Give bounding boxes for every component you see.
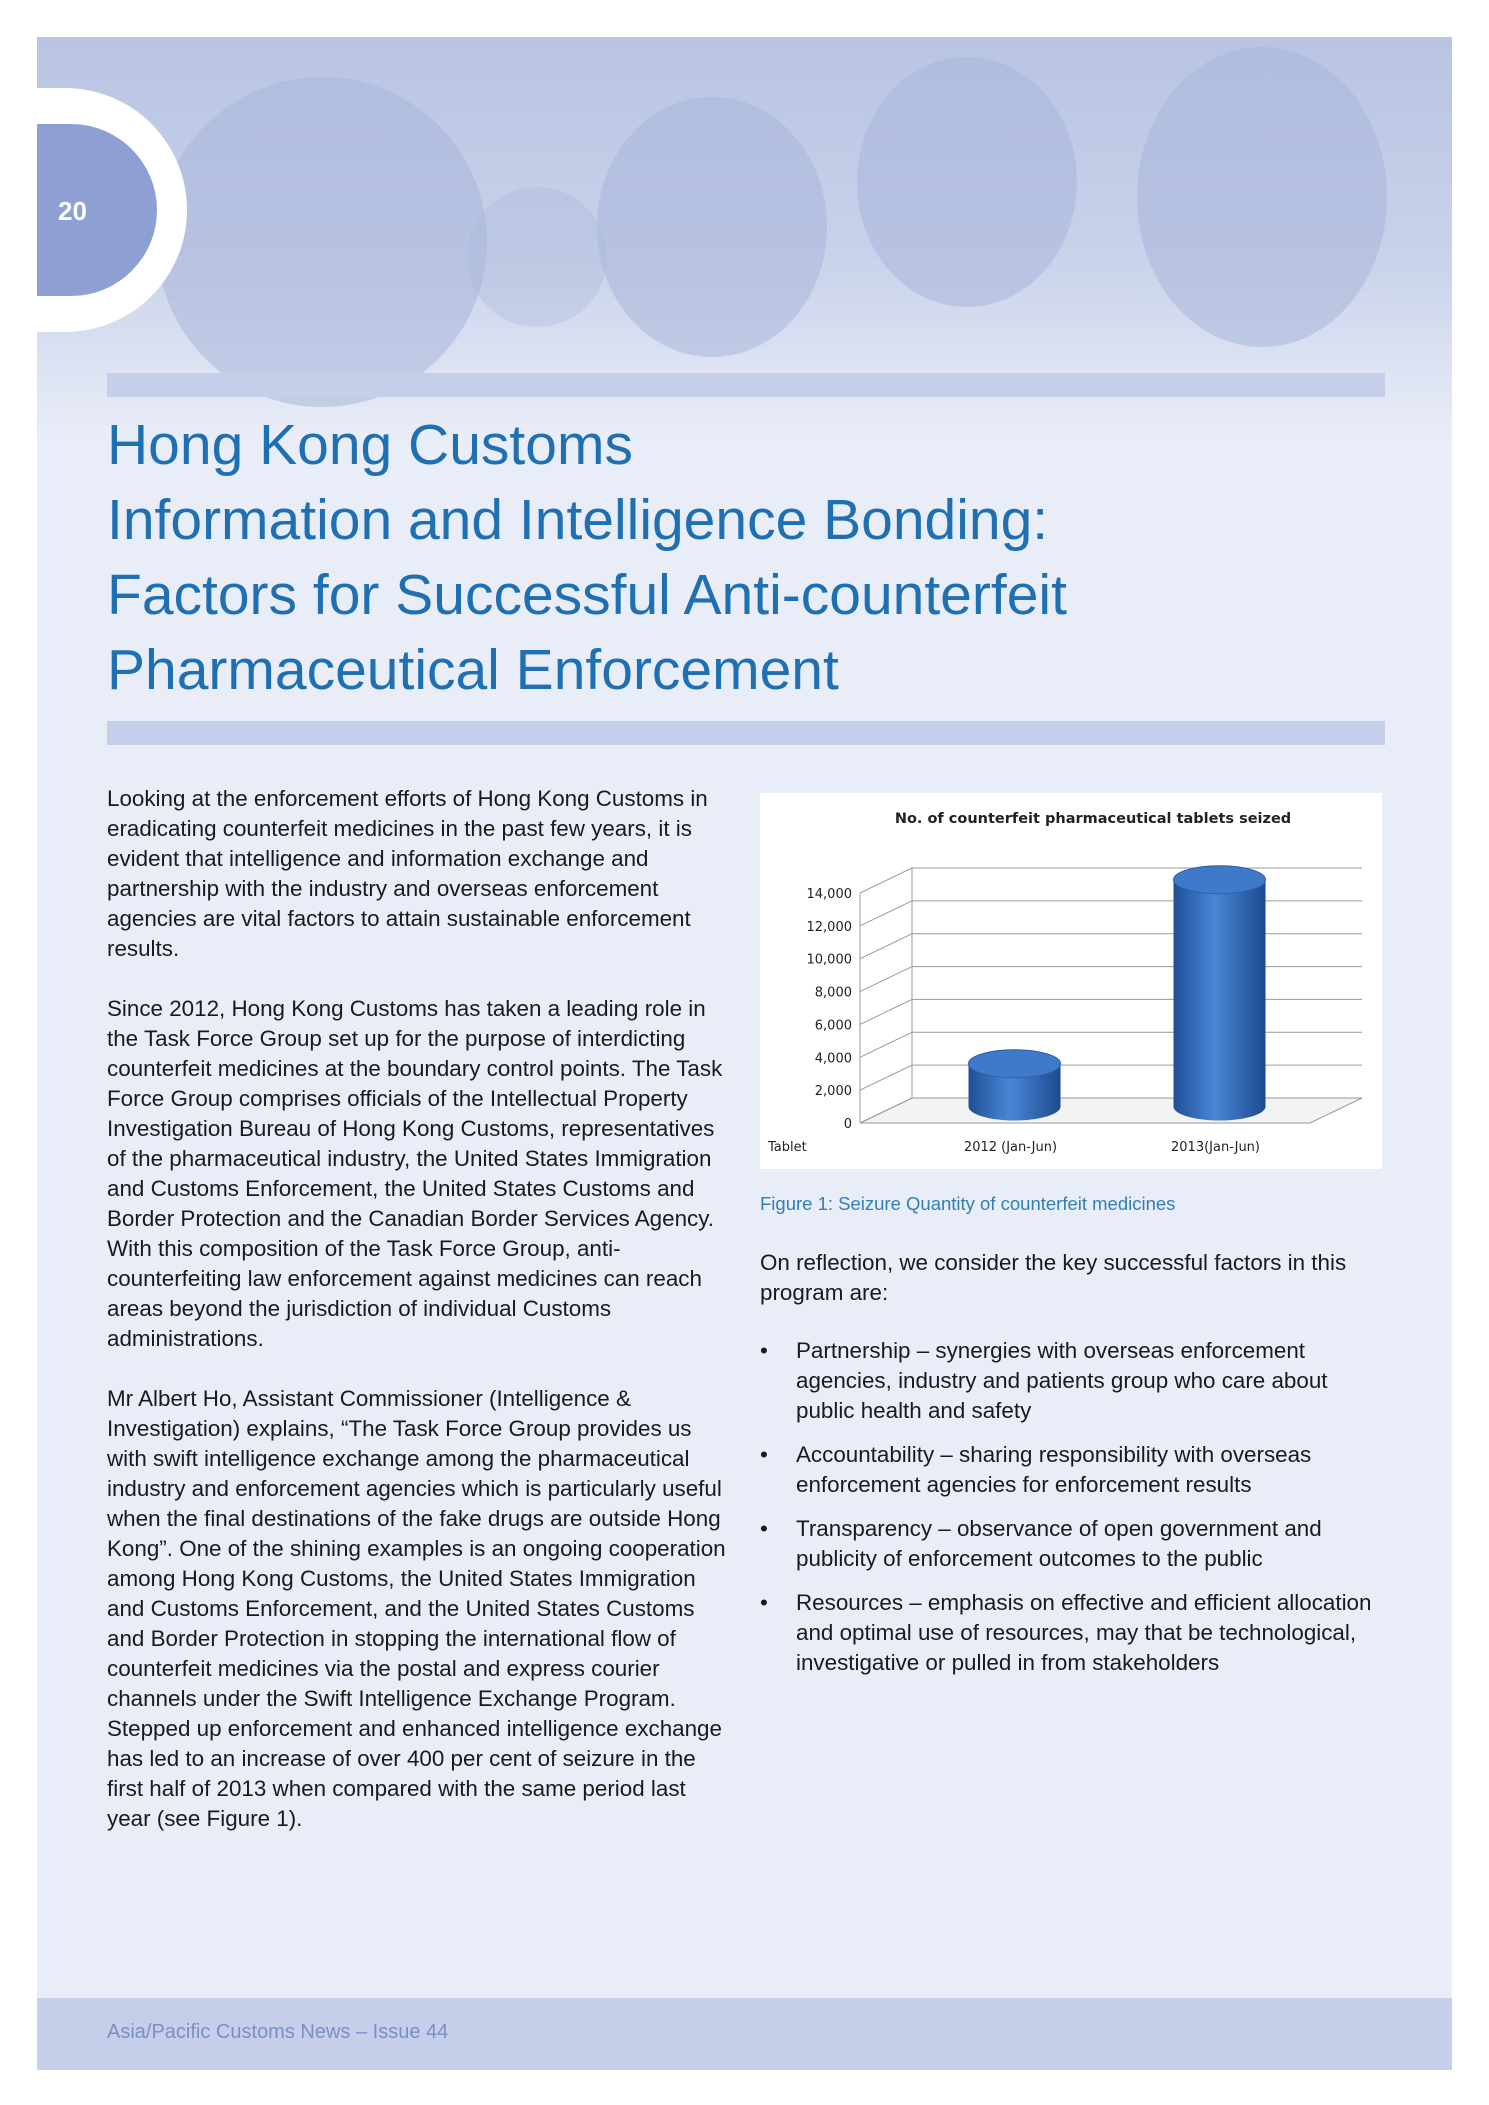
chart-title: No. of counterfeit pharmaceutical tablets seized (894, 811, 1292, 827)
grid-diagonal (860, 868, 912, 893)
list-item (760, 1588, 1385, 1678)
y-tick-label: 6,000 (814, 1018, 852, 1034)
title-line: Factors for Successful Anti-counterfeit (107, 563, 1067, 627)
bullet-icon: • (760, 1590, 768, 1615)
figure-caption: Figure 1: Seizure Quantity of counterfeit medicines (760, 1193, 1176, 1214)
bar (1174, 866, 1266, 1121)
bullet-icon: • (760, 1338, 768, 1363)
chart-x-ticks (964, 1140, 1260, 1155)
body-paragraph: Looking at the enforcement efforts of Hong Kong Customs in eradicating counterfeit medicines in the past few years, it is evident that intelligence and information exchange and partnership with the industry and overseas enforcement agencies are vital factors to attain sustainable enforcement results. (107, 786, 708, 961)
y-tick-label: 12,000 (806, 919, 852, 935)
right-column (760, 1248, 1385, 1692)
list-item-text: Resources – emphasis on effective and efficient allocation and optimal use of resources, may that be technological, investigative or pulled in from stakeholders (796, 1590, 1372, 1675)
list-item-text: Partnership – synergies with overseas enforcement agencies, industry and patients group who care about public health and safety (796, 1338, 1328, 1423)
y-tick-label: 2,000 (814, 1084, 852, 1100)
body-paragraph: Mr Albert Ho, Assistant Commissioner (Intelligence & Investigation) explains, “The Task Force Group provides us with swift intelligence exchange among the pharmaceutical industry and enforcement agencies which is particularly useful when the final destinations of the fake drugs are outside Hong Kong”. One of the shining examples is an ongoing cooperation among Hong Kong Customs, the United States Immigration and Customs Enforcement, and the United States Customs and Border Protection in stopping the international flow of counterfeit medicines via the postal and express courier channels under the Swift Intelligence Exchange Program. Stepped up enforcement and enhanced intelligence exchange has led to an increase of over 400 per cent of seizure in the first half of 2013 when compared with the same period last year (see Figure 1). (107, 1386, 726, 1831)
factor-list (760, 1336, 1385, 1678)
list-item (760, 1336, 1385, 1426)
list-item-text: Accountability – sharing responsibility with overseas enforcement agencies for enforcement results (796, 1442, 1312, 1497)
x-tick-label: 2013(Jan-Jun) (1171, 1140, 1260, 1155)
grid-diagonal (860, 1032, 912, 1057)
left-column (107, 784, 732, 1864)
title-bottom-rule (107, 721, 1385, 745)
grid-diagonal (860, 999, 912, 1024)
chart-y-ticks (807, 887, 853, 1132)
footer-text: Asia/Pacific Customs News – Issue 44 (107, 2021, 449, 2043)
list-item-text: Transparency – observance of open government and publicity of enforcement outcomes to the public (796, 1516, 1322, 1571)
grid-diagonal (860, 901, 912, 926)
page-number: 20 (58, 196, 87, 226)
chart-grid (860, 868, 1362, 1123)
grid-diagonal (860, 934, 912, 959)
title-line: Pharmaceutical Enforcement (107, 638, 839, 702)
article-title (107, 408, 1367, 708)
y-tick-label: 10,000 (806, 952, 852, 968)
list-item (760, 1514, 1385, 1574)
bullet-icon: • (760, 1516, 768, 1541)
bar-top (1174, 866, 1266, 894)
list-item (760, 1440, 1385, 1500)
y-tick-label: 0 (843, 1117, 852, 1132)
grid-diagonal (860, 967, 912, 992)
x-tick-label: 2012 (Jan-Jun) (963, 1140, 1058, 1155)
chart-floor (860, 1098, 1362, 1123)
intro-paragraph: On reflection, we consider the key successful factors in this program are: (760, 1250, 1347, 1305)
body-paragraph: Since 2012, Hong Kong Customs has taken a leading role in the Task Force Group set up for the purpose of interdicting counterfeit medicines at the boundary control points. The Task Force Group comprises officials of the Intellectual Property Investigation Bureau of Hong Kong Customs, representatives of the pharmaceutical industry, the United States Immigration and Customs Enforcement, the United States Customs and Border Protection and the Canadian Border Services Agency. With this composition of the Task Force Group, anti-counterfeiting law enforcement against medicines can reach areas beyond the jurisdiction of individual Customs administrations. (107, 996, 723, 1351)
chart-y-axis-label: Tablet (768, 1140, 807, 1155)
bullet-icon: • (760, 1442, 768, 1467)
y-tick-label: 8,000 (814, 985, 852, 1001)
bar (969, 1050, 1061, 1121)
y-tick-label: 4,000 (814, 1051, 852, 1067)
seizure-chart (760, 793, 1382, 1169)
bar-top (969, 1050, 1061, 1078)
title-line: Hong Kong Customs (107, 413, 633, 477)
grid-diagonal (860, 1065, 912, 1090)
title-line: Information and Intelligence Bonding: (107, 488, 1049, 552)
chart-svg (760, 793, 1382, 1169)
chart-bars (969, 866, 1266, 1121)
bar-body (1174, 880, 1266, 1121)
y-tick-label: 14,000 (806, 887, 852, 902)
title-top-rule (107, 373, 1385, 397)
